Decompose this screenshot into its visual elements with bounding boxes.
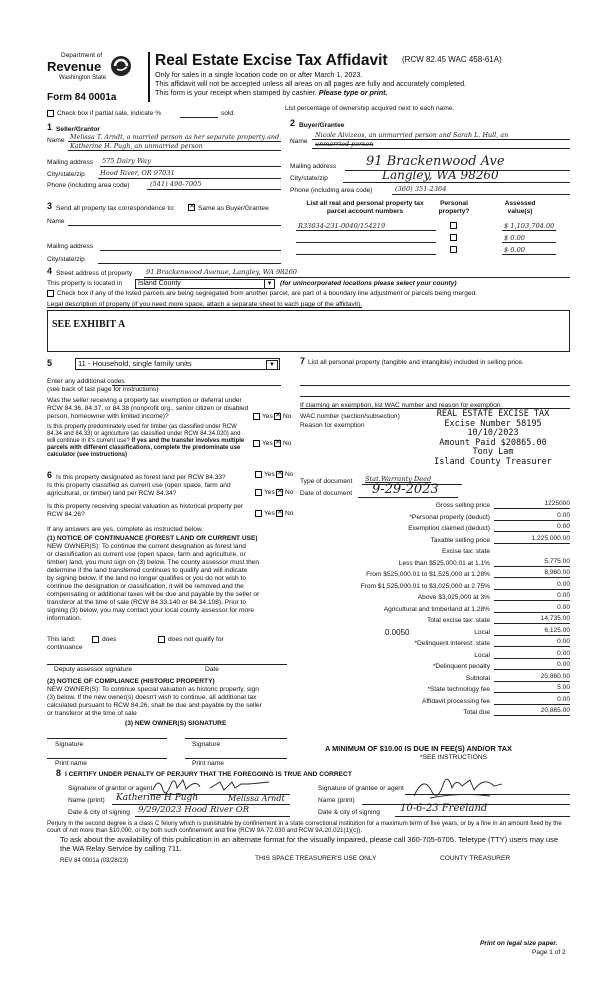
buyer-name-1: Nicole Alvizeos, an unmarried person and Sarah L. Hull, an (315, 131, 509, 139)
seller-name-1: Melissa T. Arndt, a married person as her separate property and (70, 133, 280, 141)
assessed-line-2 (502, 254, 556, 255)
s6-p2-line: (3) below. If the new owner(s) doesn't wish to continue, all additional tax (47, 694, 257, 701)
owner-print-label-1: Print name (55, 760, 87, 767)
list-percentage-note: List percentage of ownership acquired next to each name. (285, 105, 455, 112)
s6-q1-no-checkbox[interactable] (276, 471, 283, 478)
corr-mailing-line (100, 250, 281, 251)
s6-q3-no-checkbox[interactable] (276, 510, 283, 517)
tax-row-line (494, 600, 570, 601)
use-q2-no-checkbox[interactable] (274, 440, 281, 447)
buyer-city-label: City/state/zip (290, 175, 328, 182)
owner-signature-label-2: Signature (192, 741, 221, 748)
s6-q3: Is this property receiving special valuation as historical property per RCW 84.26? (47, 503, 244, 518)
header-note3: This form is your receipt when stamped by cashier. Please type or print. (155, 88, 388, 97)
tax-row-label: Gross selling price (435, 502, 490, 509)
grantor-date-label: Date & city of signing (68, 809, 130, 816)
corr-name-label: Name (47, 218, 65, 225)
buyer-name-label: Name (290, 138, 308, 145)
s6-p2-line: calculated pursuant to RCW 84.26, shall be due and payable by the seller (47, 702, 262, 709)
use-code-select[interactable] (75, 358, 280, 370)
use-q2: Is this property predominately used for timber (as classified under RCW 84.34 and 84.33) or agriculture (as classified under RCW 84.34.020) and will continue in it's current use? If yes and the transfer involves multiple parcels with different classifications, complete the predominate use calculator (see instructions) (47, 424, 245, 458)
use-q2-yes-checkbox[interactable] (253, 440, 260, 447)
tax-row-label: Agricultural and timberland at 1.28% (383, 605, 490, 613)
parcel-line-2 (296, 254, 436, 255)
buyer-phone: (360) 351-2364 (395, 185, 447, 193)
tax-row-line (494, 658, 570, 659)
county-select[interactable] (135, 279, 275, 289)
see-instructions: *SEE INSTRUCTIONS (420, 754, 488, 761)
assessed-value-2: $ 0.00 (504, 246, 525, 254)
seller-city-line (98, 178, 281, 179)
tax-row-line (494, 704, 570, 705)
s6-p1-line: determine if the land transferred continues to qualify and will indicate (47, 567, 248, 574)
same-as-buyer-label: Same as Buyer/Grantee (198, 205, 269, 212)
see-back-note: (see back of last page for instructions) (47, 386, 159, 393)
dor-emblem-icon (109, 55, 133, 77)
tax-row-label: Exemption claimed (deduct) (408, 525, 490, 532)
personal-property-checkbox-0[interactable] (450, 222, 457, 229)
legal-paper-note: Print on legal size paper. (480, 940, 558, 947)
s6-q2-no-checkbox[interactable] (276, 489, 283, 496)
tax-row-value: 5,775.00 (544, 557, 570, 565)
grantor-sig-label: Signature of grantor or agent (68, 785, 153, 792)
chevron-down-icon: ▼ (264, 280, 274, 288)
seller-name-line-2 (68, 150, 281, 151)
grantee-sig-line (405, 794, 570, 795)
tax-row-value: 14,735.00 (540, 615, 570, 622)
form-rcw: (RCW 82.45 WAC 458-61A) (402, 55, 502, 64)
tax-row-value: 20,865.00 (540, 707, 570, 714)
use-q1-yes-label: Yes (262, 413, 273, 420)
s6-q2-no: No (285, 489, 294, 496)
owner-print-line-1 (47, 758, 167, 759)
page-number: Page 1 of 2 (532, 949, 566, 956)
tax-row-value: 0.00 (557, 511, 570, 519)
s6-p1-line: timber) land, you must sign on (3) below. The county assessor must then (47, 559, 260, 566)
county-treasurer: COUNTY TREASURER (440, 855, 511, 862)
assessed-line-1 (502, 242, 556, 243)
section6-number: 6 (47, 470, 53, 480)
stamp-line: Amount Paid $20865.00 (439, 437, 547, 448)
use-q2-yes-label: Yes (262, 440, 273, 447)
s6-q2-yes-checkbox[interactable] (255, 489, 262, 496)
s6-q2: Is this property classified as current use (open space, farm and agricultural, or timber) land per RCW 84.34? (47, 482, 231, 497)
tax-table (300, 500, 570, 740)
tax-row-line (494, 681, 570, 682)
tax-row-label: Above $3,025,000 at 3% (417, 594, 490, 601)
tax-row-label: Local (474, 628, 490, 636)
tax-row-label: Total due (463, 709, 490, 716)
seller-phone-label: Phone (including area code) (47, 182, 130, 189)
personal-property-line-2 (300, 396, 570, 397)
seller-mailing: 575 Dairy Way (102, 157, 151, 165)
header-divider (148, 52, 150, 102)
parcel-line-1 (296, 242, 436, 243)
use-q1-no-label: No (283, 413, 292, 420)
tax-row-value: 20,860.00 (540, 672, 570, 680)
tax-row-label: Subtotal (465, 674, 490, 682)
same-as-buyer-checkbox[interactable] (188, 204, 195, 211)
deputy-date-label: Date (205, 666, 219, 673)
correspondence-section-number: 3 (47, 201, 53, 211)
s6-q1-yes: Yes (264, 471, 275, 478)
street-line (144, 277, 570, 278)
s6-p1-line: transferor at the time of sale (RCW 84.33.140 or 84.34.108). Prior to (47, 599, 247, 606)
tax-row-line (494, 589, 570, 590)
assessed-value-0: $ 1,103,704.00 (504, 222, 555, 230)
s6-ifany: If any answers are yes, complete as instructed below. (47, 526, 204, 533)
buyer-city: Langley, WA 98260 (382, 168, 499, 182)
s6-h2: (2) NOTICE OF COMPLIANCE (HISTORIC PROPERTY) (47, 678, 215, 685)
header-note1: Only for sales in a single location code on or after March 1, 2023. (155, 70, 363, 79)
grantor-name-label: Name (print) (68, 797, 105, 804)
street-label: Street address of property (56, 270, 133, 277)
buyer-name-line-2 (312, 148, 570, 149)
tax-row-value: 8,960.00 (544, 569, 570, 576)
treasurer-use: THIS SPACE TREASURER'S USE ONLY (255, 855, 377, 862)
legal-description-box[interactable] (47, 310, 570, 352)
property-section-number: 4 (47, 266, 53, 276)
assessed-line-0 (502, 230, 556, 231)
tax-row-value: 6,125.00 (544, 626, 570, 634)
owner-sig-line-2 (185, 738, 287, 739)
tax-row-line (494, 635, 570, 636)
tax-row-value: 0.00 (557, 603, 570, 611)
tax-row-value: 0.00 (557, 592, 570, 599)
buyer-phone-line (392, 194, 570, 195)
legal-description: SEE EXHIBIT A (52, 319, 126, 330)
wac-label: WAC number (section/subsection) (300, 413, 400, 420)
doc-date-label: Date of document (300, 490, 353, 497)
tax-row-label: *State technology fee (427, 686, 490, 693)
dept-line1: Department of (61, 52, 103, 59)
partial-sale-line (180, 117, 218, 118)
s6-h3: (3) NEW OWNER(S) SIGNATURE (125, 720, 227, 727)
owner-sig-line-1 (47, 738, 167, 739)
chevron-down-icon: ▼ (266, 360, 278, 370)
tax-row-value: 1,225,000.00 (531, 534, 570, 542)
tax-row-value: 0.00 (557, 695, 570, 703)
additional-codes-label: Enter any additional codes (47, 378, 125, 385)
form-title: Real Estate Excise Tax Affidavit (155, 52, 388, 69)
use-q1: Was the seller receiving a property tax exemption or deferral under RCW 84.36, 84.37, or 84.38 (nonprofit org., senior citizen or disabled person, homeowner with limited income)? (47, 397, 249, 420)
tax-row-line (494, 646, 570, 647)
seller-phone-line (147, 189, 281, 190)
corr-city-label: City/state/zip (47, 256, 85, 263)
personal-property-line-1 (300, 385, 570, 386)
tax-row-line (494, 566, 570, 567)
minimum-due: A MINIMUM OF $10.00 IS DUE IN FEE(S) AND/OR TAX (325, 744, 512, 753)
partial-sale-suffix: sold. (221, 110, 235, 117)
perjury-notice: Perjury in the second degree is a class C felony which is punishable by confinement in a state correctional institution for a maximum term of five years, or by a fine in an amount fixed by the court of not more than $10,000, or by both such confinement and fine (RCW 9A.72.030 and RCW 9A.20.021(1)(c)). (47, 820, 562, 834)
grantor-date-line (135, 816, 290, 817)
s6-p1-line: signing (3) below, you may contact your local county assessor for more (47, 607, 255, 614)
local-rate: 0.0050 (385, 627, 410, 637)
parcel-line-0 (296, 230, 436, 231)
tax-row-label: Total excise tax: state (426, 617, 490, 624)
tax-row-label: *Personal property (deduct) (409, 513, 490, 521)
s6-q1: Is this property designated as forest land per RCW 84.33? (56, 474, 226, 481)
deputy-line (47, 664, 287, 665)
s6-p1-line: compensating or additional taxes will be due and payable by the seller or (47, 591, 260, 598)
s6-p2-line: NEW OWNER(S): To continue special valuation as historic property, sign (47, 686, 259, 693)
seller-mailing-line (100, 166, 281, 167)
tax-row-line (494, 531, 570, 532)
section7-number: 7 (300, 356, 306, 366)
s6-p2-line: or transferor at the time of sale (47, 710, 137, 717)
s6-p1-line: information. (47, 615, 82, 622)
stamp-line: Island County Treasurer (434, 456, 552, 467)
tax-row-value: 0.00 (557, 661, 570, 668)
stamp-line: REAL ESTATE EXCISE TAX (436, 409, 550, 419)
tax-row-line (494, 508, 570, 509)
parcels-col2: Personal property? (438, 200, 470, 215)
stamp-line: 10/10/2023 (467, 428, 519, 438)
tax-row-label: *Delinquent penalty (432, 663, 490, 670)
use-q2-no-label: No (283, 440, 292, 447)
s6-p1 (47, 543, 287, 623)
owner-print-line-2 (185, 758, 287, 759)
seller-section-number: 1 (47, 122, 53, 132)
s6-p1-line: by signing below. If the land no longer qualifies or you do not wish to (47, 575, 247, 582)
deputy-label: Deputy assessor signature (54, 666, 133, 673)
tax-row-line (494, 715, 570, 716)
parcel-row-0: R33034-231-0040/154219 (298, 222, 386, 230)
s6-h1: (1) NOTICE OF CONTINUANCE (FOREST LAND OR CURRENT USE) (47, 535, 258, 542)
this-land-label: This land: (47, 636, 76, 643)
corr-city-line (98, 263, 281, 264)
owner-signature-label-1: Signature (55, 741, 84, 748)
header-note2: This affidavit will not be accepted unless all areas on all pages are fully and accurately completed. (155, 79, 467, 88)
land-does-not-label: does not qualify for (168, 636, 224, 643)
exemption-label: If claiming an exemption, list WAC number and reason for exemption (300, 402, 501, 409)
stamp-line: Tony Lam (472, 447, 514, 457)
dept-line2: Revenue (47, 59, 102, 74)
land-does-label: does (102, 636, 117, 643)
tax-row-line (494, 669, 570, 670)
buyer-city-line (343, 182, 570, 183)
s6-q3-yes: Yes (264, 510, 275, 517)
tax-row-value: 0.00 (557, 580, 570, 588)
s6-p1-line: or classification as current use (open space, farm and agriculture, or (47, 551, 246, 558)
correspondence-label: Send all property tax correspondence to: (56, 205, 175, 212)
seller-name-label: Name (47, 137, 65, 144)
personal-property-checkbox-2[interactable] (450, 246, 457, 253)
section7-label: List all personal property (tangible and intangible) included in selling price. (308, 359, 524, 366)
excise-stamp (408, 410, 578, 467)
grantee-name-label: Name (print) (318, 797, 355, 804)
seller-mailing-label: Mailing address (47, 159, 94, 166)
county-note: (for unincorporated locations please select your county) (280, 280, 457, 287)
tax-row-label: From $525,000.01 to $1,525,000 at 1.28% (366, 571, 490, 578)
segregate-checkbox[interactable] (47, 290, 54, 297)
land-does-checkbox[interactable] (92, 636, 99, 643)
use-section-number: 5 (47, 358, 53, 368)
personal-property-checkbox-1[interactable] (450, 234, 457, 241)
parcels-col3: Assessed value(s) (504, 200, 536, 215)
s6-q1-no: No (285, 471, 294, 478)
dor-logo (47, 52, 147, 92)
doc-date-line (358, 497, 458, 498)
doc-date: 9-29-2023 (372, 482, 439, 497)
tax-row-line (494, 623, 570, 624)
tax-row-label: Less than $525,000.01 at 1.1% (398, 559, 490, 567)
grantee-signature (410, 772, 520, 802)
s6-q3-no: No (285, 510, 294, 517)
seller-title: Seller/Grantor (56, 126, 100, 133)
rev-number: REV 84 0001a (03/28/23) (60, 858, 129, 864)
use-q1-no-checkbox[interactable] (274, 413, 281, 420)
land-does-not-checkbox[interactable] (158, 636, 165, 643)
grantor-date-city: 9/29/2023 Hood River OR (138, 805, 250, 815)
certify-text: I CERTIFY UNDER PENALTY OF PERJURY THAT THE FOREGOING IS TRUE AND CORRECT (65, 771, 352, 778)
tax-row-label: Taxable selling price (430, 536, 490, 544)
buyer-mailing: 91 Brackenwood Ave (366, 154, 505, 169)
located-label: This property is located in (47, 280, 123, 287)
s6-p1-line: continue the designation or classification, it will be removed and the (47, 583, 244, 590)
use-code-value: 11 - Household, single family units (78, 359, 192, 368)
doc-type: Stat.Warranty Deed (365, 475, 432, 483)
buyer-name-2: unmarried person (315, 140, 374, 148)
buyer-title: Buyer/Grantee (299, 122, 345, 129)
seller-city: Hood River, OR 97031 (100, 169, 175, 177)
grantee-sig-label: Signature of grantee or agent (318, 785, 404, 792)
assessed-value-1: $ 0.00 (504, 234, 525, 242)
s6-q2-yes: Yes (264, 489, 275, 496)
partial-sale-label: Check box if partial sale, indicate % (57, 110, 162, 117)
tax-row-value: 0.00 (557, 649, 570, 657)
tax-row-line (494, 692, 570, 693)
parcels-col1: List all real and personal property tax parcel account numbers (306, 200, 424, 215)
buyer-section-number: 2 (290, 118, 296, 128)
corr-mailing-label: Mailing address (47, 243, 94, 250)
s6-q1-yes-checkbox[interactable] (255, 471, 262, 478)
continuance-label: continuance (47, 644, 83, 651)
s6-p2 (47, 686, 287, 718)
county-value: Island County (138, 280, 181, 287)
tax-row-line (494, 577, 570, 578)
tax-row-value: 0.00 (557, 638, 570, 645)
tax-row-label: Affidavit processing fee (421, 697, 490, 705)
s6-p1-line: NEW OWNER(S): To continue the current designation as forest land (47, 543, 246, 550)
tax-row-value: 0.00 (557, 523, 570, 530)
reason-label: Reason for exemption (300, 422, 365, 429)
tax-row-label: *Delinquent interest: state (414, 640, 490, 647)
tax-row-value: 5.00 (557, 684, 570, 691)
legal-label: Legal description of property (if you need more space, attach a separate sheet to each page of the affidavit). (47, 301, 363, 308)
buyer-mailing-label: Mailing address (290, 163, 337, 170)
buyer-phone-label: Phone (including area code) (290, 187, 373, 194)
form-number: Form 84 0001a (47, 92, 117, 103)
tax-row-line (494, 543, 570, 544)
corr-name-line (68, 225, 281, 226)
grantor-print-name: Katherine H Pugh (116, 793, 199, 803)
doc-type-label: Type of document (300, 478, 353, 485)
stamp-line: Excise Number 58195 (444, 418, 542, 429)
seller-name-2: Katherine H. Pugh, an unmarried person (70, 142, 203, 150)
tax-row-line (494, 520, 570, 521)
accessibility-notice: To ask about the availability of this publication in an alternate format for the visually impaired, please call 360-705-6705. Teletype (TTY) users may use the WA Relay Service by calling 711. (60, 835, 559, 853)
seller-phone: (541) 490-7005 (150, 180, 202, 188)
tax-row-value: 1225000 (544, 500, 570, 507)
street-address: 91 Brackenwood Avenue, Langley, WA 98260 (146, 268, 297, 276)
grantor-print-name-2: Melissa Arndt (228, 794, 285, 803)
section8-number: 8 (56, 768, 62, 778)
use-q1-yes-checkbox[interactable] (253, 413, 260, 420)
seller-city-label: City/state/zip (47, 171, 85, 178)
grantee-date-label: Date & city of signing (318, 809, 380, 816)
dept-state: Washington State (59, 75, 107, 81)
tax-row-line (494, 612, 570, 613)
segregate-label: Check box if any of the listed parcels are being segregated from another parcel, are part of a boundary line adjustment or parcels being merged. (57, 290, 478, 297)
grantee-date-line (395, 816, 570, 817)
grantee-date-city: 10-6-23 Freeland (400, 803, 488, 814)
tax-row-label: Local (474, 651, 490, 659)
tax-row-label: From $1,525,000.01 to $3,025,000 at 2.75% (360, 582, 490, 590)
tax-row-label: Excise tax: state (441, 548, 490, 555)
partial-sale-checkbox[interactable] (47, 110, 54, 117)
owner-print-label-2: Print name (192, 760, 224, 767)
s6-q3-yes-checkbox[interactable] (255, 510, 262, 517)
